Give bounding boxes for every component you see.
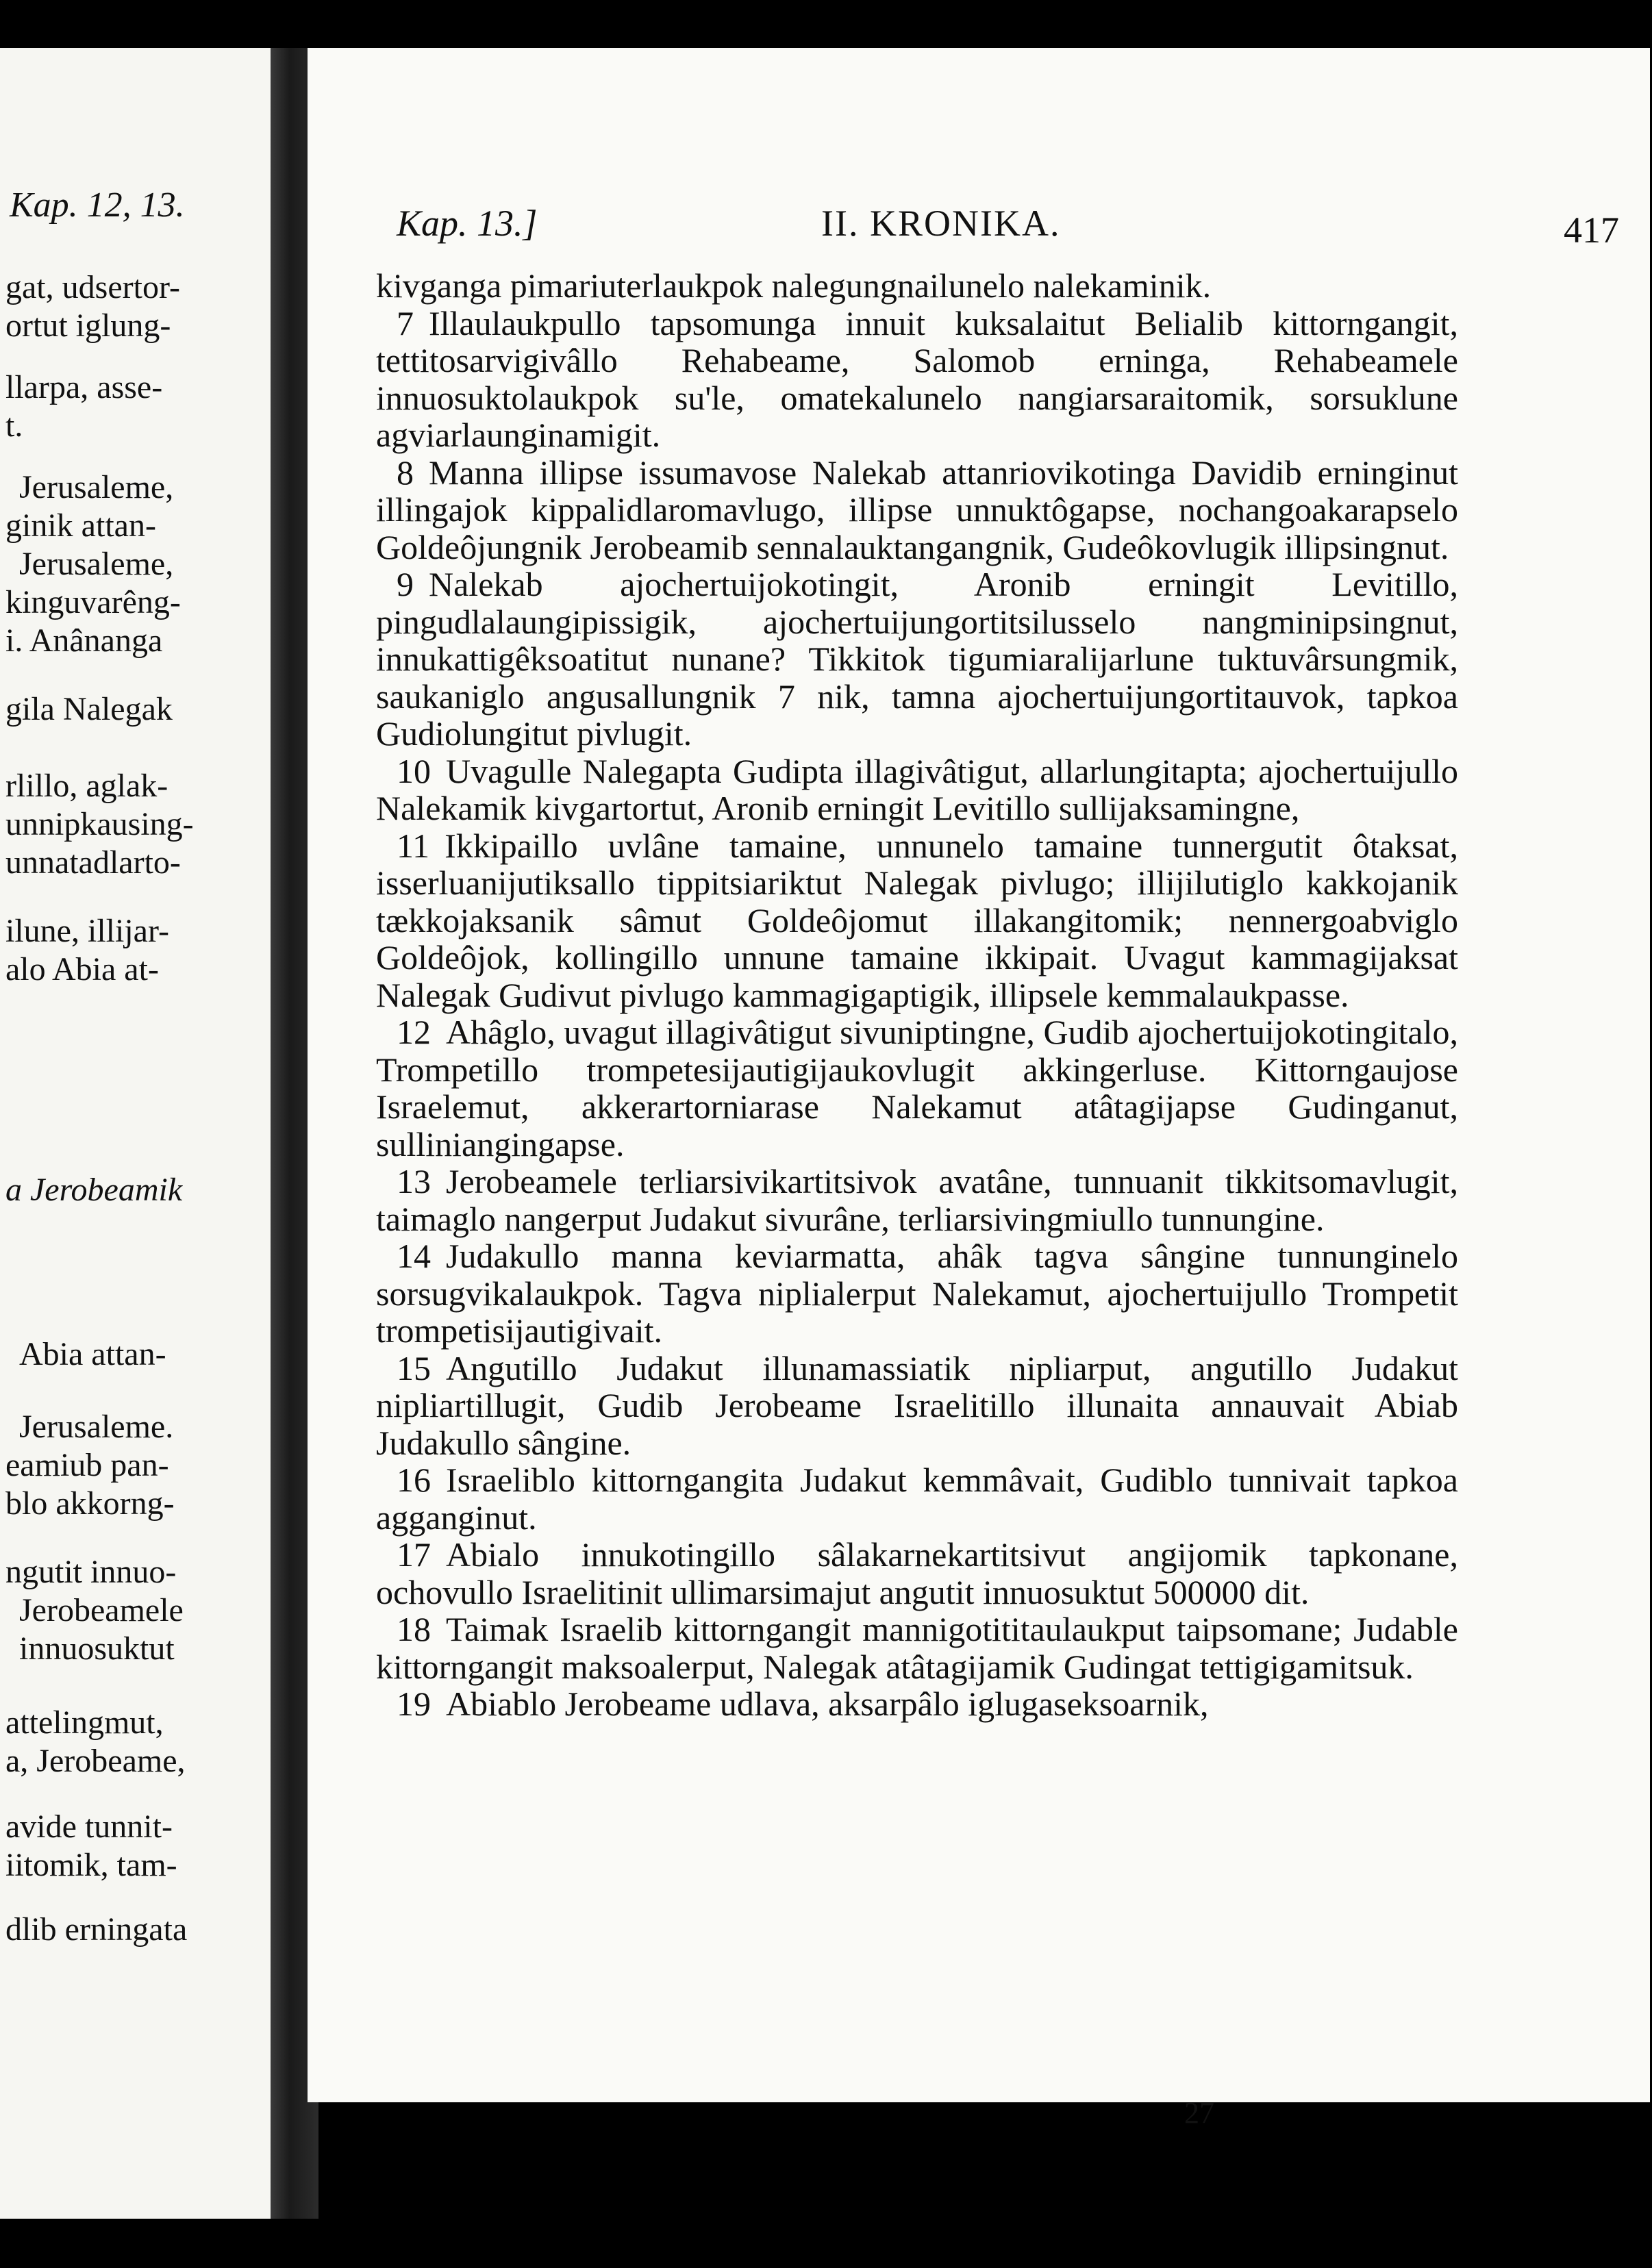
verse-paragraph xyxy=(376,267,1458,305)
book-title: II. KRONIKA. xyxy=(821,203,1061,244)
verse-number: 16 xyxy=(397,1461,431,1499)
verse-text: Angutillo Judakut illunamassiatik nipliarput, angutillo Judakut nipliartillugit, Gudib Jerobeame Israelitillo illunaita annauvait Abiab Judakullo sângine. xyxy=(376,1348,1458,1462)
left-page-line: avide tunnit- xyxy=(5,1809,173,1845)
left-facing-page xyxy=(0,48,271,2219)
left-page-line: i. Anânanga xyxy=(5,622,163,659)
verse-paragraph xyxy=(376,1237,1458,1350)
left-page-line: unnipkausing- xyxy=(5,806,194,842)
left-page-line: dlib erningata xyxy=(5,1911,188,1948)
verse-text: Jerobeamele terliarsivikartitsivok avatâne, tunnuanit tikkitsomavlugit, taimaglo nangerput Judakut sivurâne, terliarsivingmiullo tunnungine. xyxy=(376,1162,1458,1238)
left-page-line: kinguvarêng- xyxy=(5,584,181,620)
verse-text: Taimak Israelib kittorngangit mannigotititaulaukput taipsomane; Judable kittorngangit maksoalerput, Nalegak atâtagijamik Gudingat tettigigamitsuk. xyxy=(376,1610,1458,1686)
verse-paragraph xyxy=(376,1461,1458,1536)
verse-paragraph xyxy=(376,1163,1458,1237)
left-page-line: llarpa, asse- xyxy=(5,369,163,405)
left-page-line: a, Jerobeame, xyxy=(5,1743,186,1779)
left-page-line: rlillo, aglak- xyxy=(5,768,168,804)
verse-text: Israeliblo kittorngangita Judakut kemmâvait, Gudiblo tunnivait tapkoa agganginut. xyxy=(376,1461,1458,1537)
verse-text: Nalekab ajochertuijokotingit, Aronib erningit Levitillo, pingudlalaungipissigik, ajochertuijungortitsilusselo nangminipsingnut, innukattigêksoatitut nunane? Tikkitok tigumiaralijarlune tuktuvârsungmik, saukaniglo angusallungnik 7 nik, tamna ajochertuijungortitauvok, tapkoa Gudiolungitut pivlugit. xyxy=(376,565,1458,753)
left-page-line: Jerusaleme, xyxy=(19,546,174,582)
verse-text: Abialo innukotingillo sâlakarnekartitsivut angijomik tapkonane, ochovullo Israelitinit ullimarsimajut angutit innuosuktut 500000 dit. xyxy=(376,1535,1458,1611)
left-page-line: ortut iglung- xyxy=(5,307,171,344)
left-page-line: gila Nalegak xyxy=(5,691,173,727)
verse-text: Ahâglo, uvagut illagivâtigut sivuniptingne, Gudib ajochertuijokotingitalo, Trompetillo trompetesijautigijaukovlugit akkingerluse. Kittorngaujose Israelemut, akkerartorniarase Nalekamut atâtagijapse Gudinganut, sulliniangingapse. xyxy=(376,1013,1458,1163)
verse-paragraph xyxy=(376,827,1458,1014)
right-page xyxy=(305,48,1650,2130)
verse-number: 13 xyxy=(397,1162,431,1200)
verse-number: 18 xyxy=(397,1610,431,1648)
left-page-line: eamiub pan- xyxy=(5,1447,169,1483)
chapter-label: Kap. 13.] xyxy=(397,203,538,244)
verse-paragraph xyxy=(376,1350,1458,1462)
verse-number: 19 xyxy=(397,1685,431,1723)
verse-text: Illaulaukpullo tapsomunga innuit kuksalaitut Belialib kittorngangit, tettitosarvigivâllo Rehabeame, Salomob erninga, Rehabeamele innuosuktolaukpok su'le, omatekalunelo nangiarsaraitomik, sorsuklune agviarlaunginamigit. xyxy=(376,303,1458,454)
verse-number: 14 xyxy=(397,1237,431,1275)
verse-number: 15 xyxy=(397,1348,431,1387)
verse-paragraph xyxy=(376,1685,1458,1723)
left-page-line: attelingmut, xyxy=(5,1704,164,1741)
verse-paragraph xyxy=(376,1013,1458,1163)
left-page-header: Kap. 12, 13. xyxy=(10,186,185,225)
left-page-line: Abia attan- xyxy=(19,1336,166,1372)
verse-paragraph xyxy=(376,753,1458,827)
verse-paragraph xyxy=(376,454,1458,566)
verse-text: Ikkipaillo uvlâne tamaine, unnunelo tamaine tunnergutit ôtaksat, isserluanijutiksallo tippitsiariktut Nalegak pivlugo; illijilutiglo kakkojanik tækkojaksanik sâmut Goldeôjomut illakangitomik; nennergoabviglo Goldeôjok, kollingillo unnune tamaine ikkipait. Uvagut kammagijaksat Nalegak Gudivut pivlugo kammagigaptigik, illipsele kemmalaukpasse. xyxy=(376,826,1458,1014)
verse-number: 10 xyxy=(397,751,431,790)
left-page-line: blo akkorng- xyxy=(5,1485,175,1522)
left-page-line: ginik attan- xyxy=(5,507,156,544)
verse-paragraph xyxy=(376,566,1458,753)
verse-number: 7 xyxy=(397,303,414,342)
verse-number: 12 xyxy=(397,1013,431,1051)
verse-text: Judakullo manna keviarmatta, ahâk tagva sângine tunnunginelo sorsugvikalaukpok. Tagva niplialerput Nalekamut, ajochertuijullo Trompetit trompetisijautigivait. xyxy=(376,1237,1458,1350)
left-page-line: iitomik, tam- xyxy=(5,1847,177,1883)
left-page-line: ilune, illijar- xyxy=(5,913,169,949)
verse-text: Manna illipse issumavose Nalekab attanriovikotinga Davidib erninginut illingajok kippalidlaromavlugo, illipse unnuktôgapse, nochangoakarapselo Goldeôjungnik Jerobeamib sennalauktangangnik, Gudeôkovlugik illipsingnut. xyxy=(376,453,1458,566)
body-text xyxy=(376,267,1458,1723)
left-page-line: Jerobeamele xyxy=(19,1592,184,1628)
left-page-line: alo Abia at- xyxy=(5,951,159,987)
left-page-line: t. xyxy=(5,407,23,444)
verse-paragraph xyxy=(376,305,1458,454)
left-page-line: gat, udsertor- xyxy=(5,269,180,305)
left-page-line: unnatadlarto- xyxy=(5,844,181,881)
verse-text: Uvagulle Nalegapta Gudipta illagivâtigut, allarlungitapta; ajochertuijullo Nalekamik kivgartortut, Aronib erningit Levitillo sullijaksamingne, xyxy=(376,751,1458,827)
verse-text: kivganga pimariuterlaukpok nalegungnailunelo nalekaminik. xyxy=(376,266,1212,305)
verse-number: 11 xyxy=(397,826,430,865)
left-page-line: Jerusaleme. xyxy=(19,1409,174,1445)
verse-number: 17 xyxy=(397,1535,431,1574)
signature-mark: 27 xyxy=(1184,2096,1214,2130)
verse-text: Abiablo Jerobeame udlava, aksarpâlo iglugaseksoarnik, xyxy=(446,1685,1209,1723)
left-page-line: a Jerobeamik xyxy=(5,1172,183,1208)
running-header xyxy=(397,202,1619,250)
page-number: 417 xyxy=(1564,210,1619,251)
verse-paragraph xyxy=(376,1536,1458,1611)
verse-number: 8 xyxy=(397,453,414,492)
left-page-line: ngutit innuo- xyxy=(5,1554,177,1590)
left-page-line: Jerusaleme, xyxy=(19,469,174,505)
verse-number: 9 xyxy=(397,565,414,603)
left-page-line: innuosuktut xyxy=(19,1630,175,1667)
verse-paragraph xyxy=(376,1611,1458,1685)
